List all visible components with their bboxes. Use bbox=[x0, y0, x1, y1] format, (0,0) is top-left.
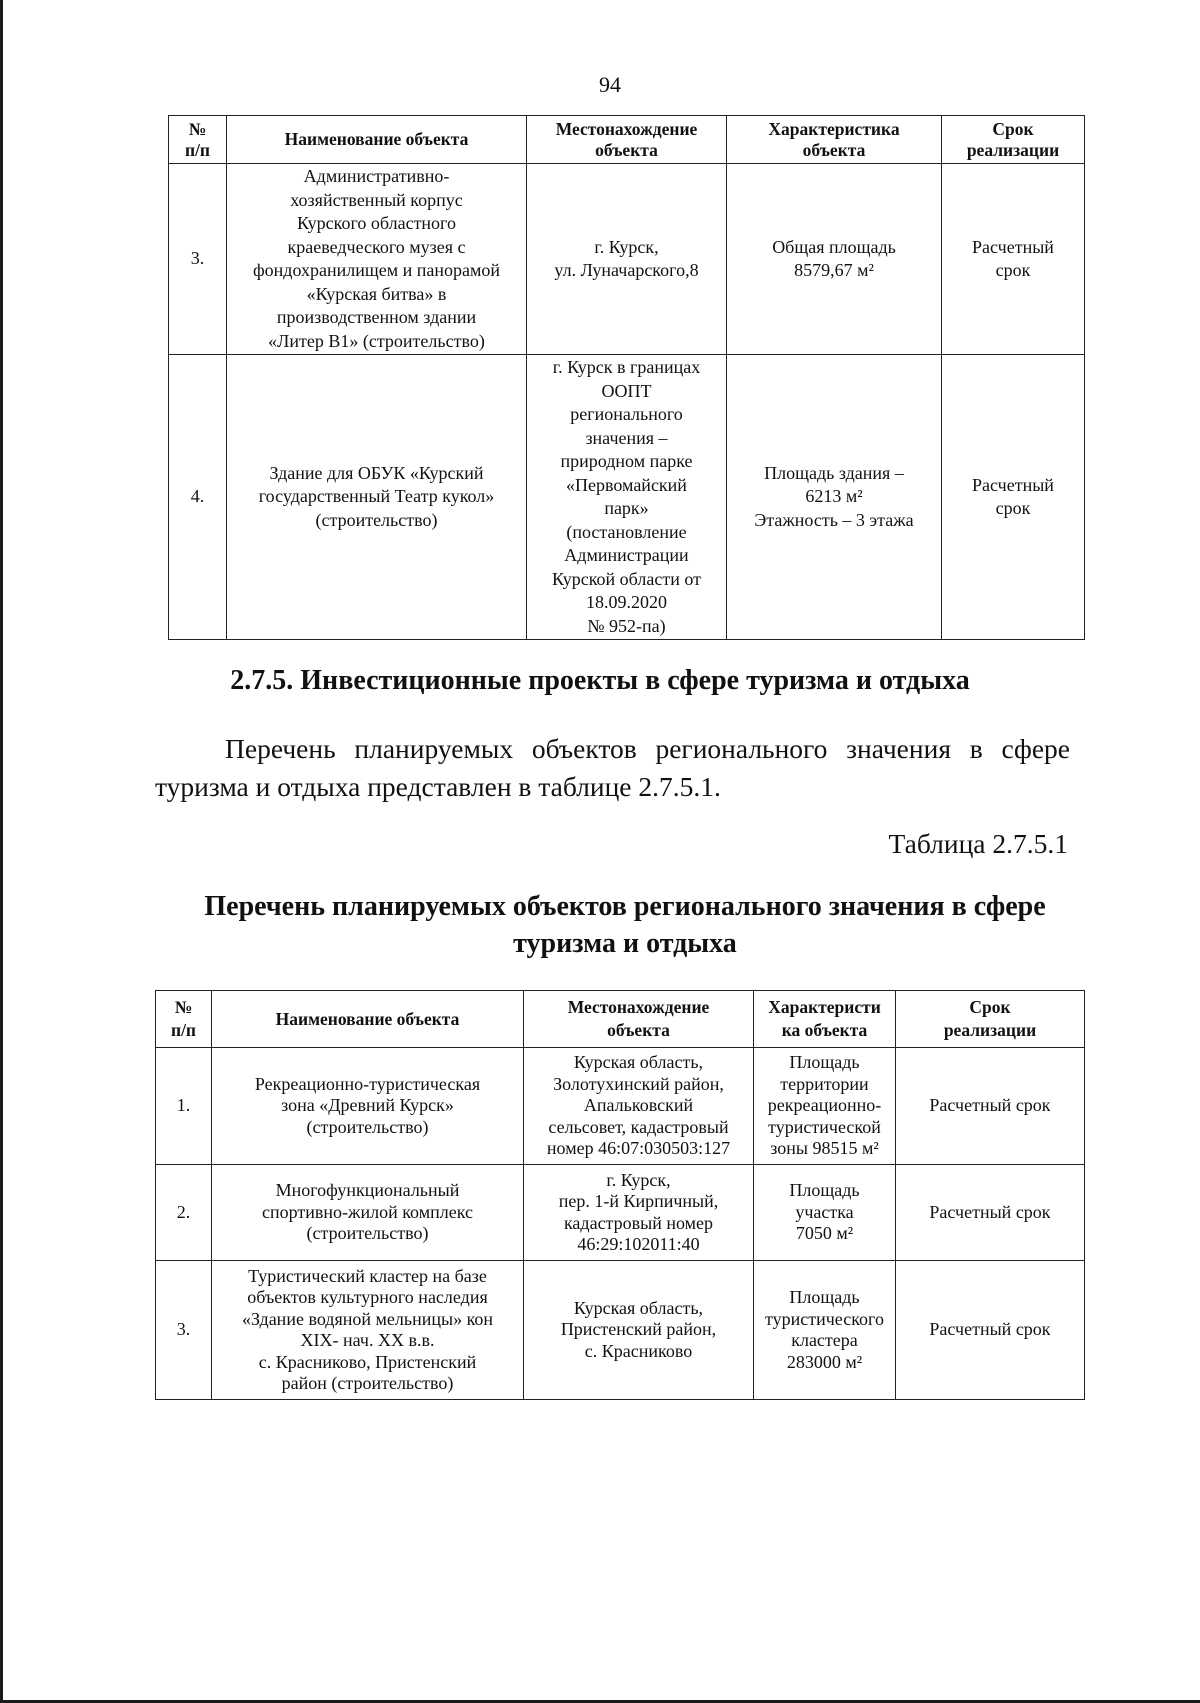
object-characteristic: Площадь туристического кластера 283000 м² bbox=[754, 1261, 896, 1400]
object-characteristic: Площадь участка 7050 м² bbox=[754, 1165, 896, 1261]
row-number: 3. bbox=[156, 1261, 212, 1400]
table-row bbox=[156, 1048, 1085, 1165]
table-header-row bbox=[156, 991, 1085, 1048]
header-number: № п/п bbox=[156, 991, 212, 1048]
header-term: Срок реализации bbox=[942, 116, 1085, 164]
object-term: Расчетный срок bbox=[942, 164, 1085, 355]
row-number: 1. bbox=[156, 1048, 212, 1165]
tourism-objects-table bbox=[155, 990, 1085, 1400]
object-term: Расчетный срок bbox=[942, 355, 1085, 640]
object-characteristic: Площадь территории рекреационно- туристической зоны 98515 м² bbox=[754, 1048, 896, 1165]
scan-left-edge bbox=[0, 0, 3, 1703]
row-number: 4. bbox=[169, 355, 227, 640]
header-location: Местонахождение объекта bbox=[524, 991, 754, 1048]
object-term: Расчетный срок bbox=[896, 1048, 1085, 1165]
table-title: Перечень планируемых объектов регионального значения в сфере туризма и отдыха bbox=[204, 891, 1046, 959]
table-caption: Таблица 2.7.5.1 bbox=[888, 828, 1068, 859]
object-location: Курская область, Золотухинский район, Апальковский сельсовет, кадастровый номер 46:07:030503:127 bbox=[524, 1048, 754, 1165]
object-location: г. Курск, пер. 1-й Кирпичный, кадастровый номер 46:29:102011:40 bbox=[524, 1165, 754, 1261]
object-name: Рекреационно-туристическая зона «Древний Курск» (строительство) bbox=[212, 1048, 524, 1165]
header-number: № п/п bbox=[169, 116, 227, 164]
body-paragraph: Перечень планируемых объектов регионального значения в сфере туризма и отдыха представлен в таблице 2.7.5.1. bbox=[155, 733, 1070, 802]
table-row bbox=[169, 355, 1085, 640]
object-location: г. Курск, ул. Луначарского,8 bbox=[527, 164, 727, 355]
object-characteristic: Общая площадь 8579,67 м² bbox=[727, 164, 942, 355]
object-name: Туристический кластер на базе объектов культурного наследия «Здание водяной мельницы» кон XIX- нач. XX в.в. с. Красниково, Пристенский район (строительство) bbox=[212, 1261, 524, 1400]
object-name: Многофункциональный спортивно-жилой комплекс (строительство) bbox=[212, 1165, 524, 1261]
header-characteristic: Характеристи ка объекта bbox=[754, 991, 896, 1048]
header-object-name: Наименование объекта bbox=[227, 116, 527, 164]
object-location: Курская область, Пристенский район, с. Красниково bbox=[524, 1261, 754, 1400]
header-location: Местонахождение объекта bbox=[527, 116, 727, 164]
header-term: Срок реализации bbox=[896, 991, 1085, 1048]
page-number: 94 bbox=[599, 72, 621, 97]
section-heading: 2.7.5. Инвестиционные проекты в сфере туризма и отдыха bbox=[230, 665, 970, 696]
object-term: Расчетный срок bbox=[896, 1165, 1085, 1261]
table-header-row bbox=[169, 116, 1085, 164]
table-row bbox=[156, 1261, 1085, 1400]
object-location: г. Курск в границах ООПТ регионального значения – природном парке «Первомайский парк» (постановление Администрации Курской области от 18.09.2020 № 952-па) bbox=[527, 355, 727, 640]
header-object-name: Наименование объекта bbox=[212, 991, 524, 1048]
table-row bbox=[156, 1165, 1085, 1261]
object-name: Здание для ОБУК «Курский государственный Театр кукол» (строительство) bbox=[227, 355, 527, 640]
header-characteristic: Характеристика объекта bbox=[727, 116, 942, 164]
row-number: 3. bbox=[169, 164, 227, 355]
row-number: 2. bbox=[156, 1165, 212, 1261]
objects-table-continued bbox=[168, 115, 1085, 640]
object-term: Расчетный срок bbox=[896, 1261, 1085, 1400]
table-row bbox=[169, 164, 1085, 355]
object-name: Административно- хозяйственный корпус Курского областного краеведческого музея с фондохранилищем и панорамой «Курская битва» в производственном здании «Литер В1» (строительство) bbox=[227, 164, 527, 355]
object-characteristic: Площадь здания – 6213 м² Этажность – 3 этажа bbox=[727, 355, 942, 640]
